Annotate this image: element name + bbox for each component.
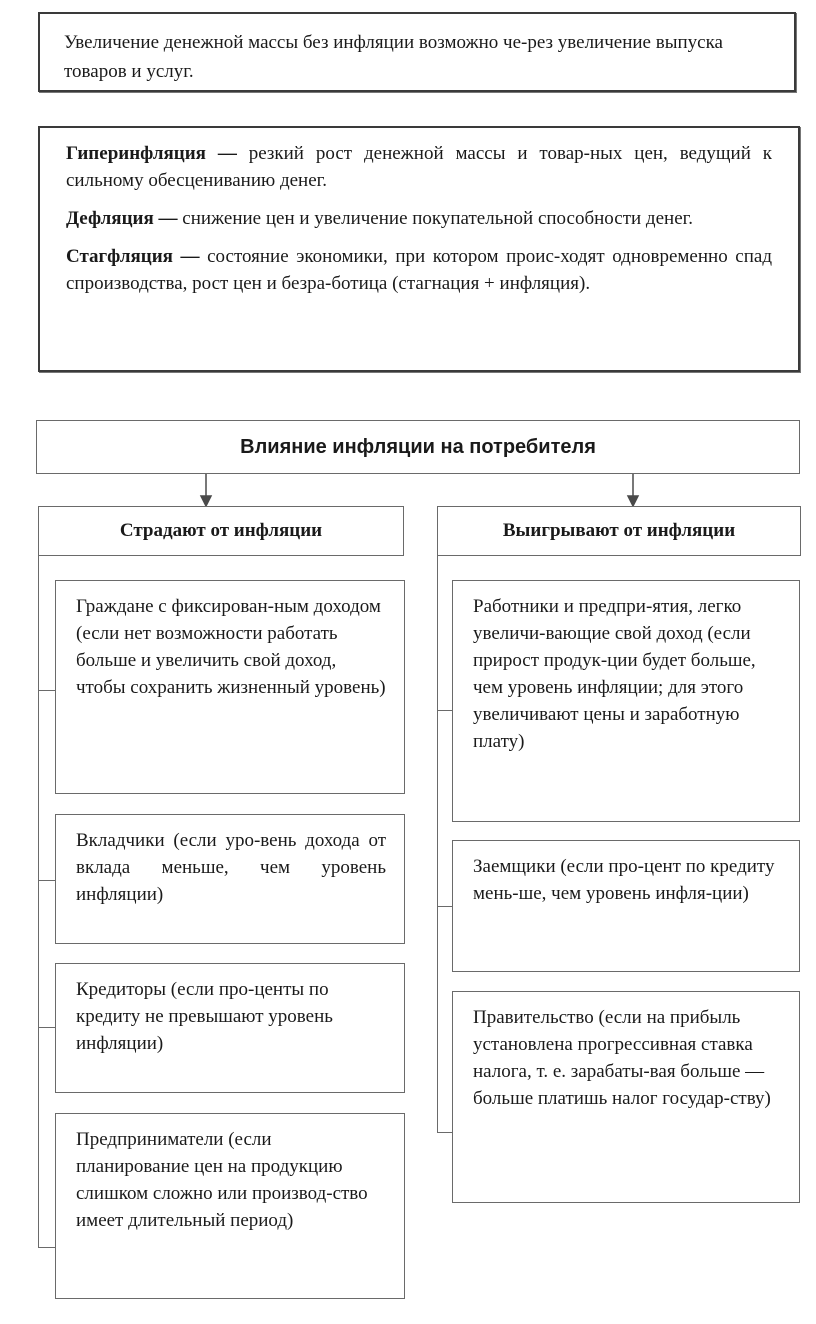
term-deflation: Дефляция — [66,208,178,229]
winner-item-workers-firms [452,580,800,822]
right-branch [437,906,452,907]
left-branch [38,1027,55,1028]
losers-heading: Страдают от инфляции [119,520,323,541]
top-note-text: Увеличение денежной массы без инфляции возможно че-рез увеличение выпуска товаров и услуг. [64,32,723,82]
arrow-left-head [201,496,211,506]
right-branch [437,1132,452,1133]
item-text: Предприниматели (если планирование цен на продукцию слишком сложно или производ-ство имеет длительный период) [76,1129,368,1231]
item-text: Работники и предпри-ятия, легко увеличи-вающие свой доход (если прирост продук-ции будет больше, чем уровень инфляции; для этого увеличивают цены и заработную плату) [473,596,756,752]
right-branch [437,710,452,711]
arrow-right-head [628,496,638,506]
item-text: Граждане с фиксирован-ным доходом (если нет возможности работать больше и увеличить свой доход, чтобы сохранить жизненный уровень) [76,596,386,698]
right-spine [437,556,438,1133]
loser-item-creditors [55,963,405,1093]
diagram-title: Влияние инфляции на потребителя [240,435,596,458]
winners-heading: Выигрывают от инфляции [502,520,736,541]
item-text: Кредиторы (если про-центы по кредиту не превышают уровень инфляции) [76,979,333,1054]
definition-text: снижение цен и увеличение покупательной способности денег. [177,208,694,229]
winner-item-government [452,991,800,1203]
left-branch [38,690,55,691]
left-branch [38,1247,55,1248]
loser-item-fixed-income [55,580,405,794]
term-stagflation: Стагфляция — [66,246,200,267]
winner-item-borrowers [452,840,800,972]
item-text: Вкладчики (если уро-вень дохода от вклада меньше, чем уровень инфляции) [76,830,386,905]
item-text: Правительство (если на прибыль установлена прогрессивная ставка налога, т. е. зарабаты-вая больше — больше платишь налог государ-ству) [473,1007,771,1109]
losers-heading-box [38,506,404,556]
definition-text: состояние экономики, при котором проис-ходят одновременно спад спроизводства, рост цен и безра-ботица (стагнация + инфляция). [66,246,772,294]
term-hyperinflation: Гиперинфляция — [66,143,237,164]
item-text: Заемщики (если про-цент по кредиту мень-ше, чем уровень инфля-ции) [473,856,775,904]
winners-heading-box [437,506,801,556]
loser-item-entrepreneurs [55,1113,405,1299]
left-branch [38,880,55,881]
left-spine [38,556,39,1248]
loser-item-depositors [55,814,405,944]
definition-text: резкий рост денежной массы и товар-ных цен, ведущий к сильному обесцениванию денег. [66,143,772,191]
